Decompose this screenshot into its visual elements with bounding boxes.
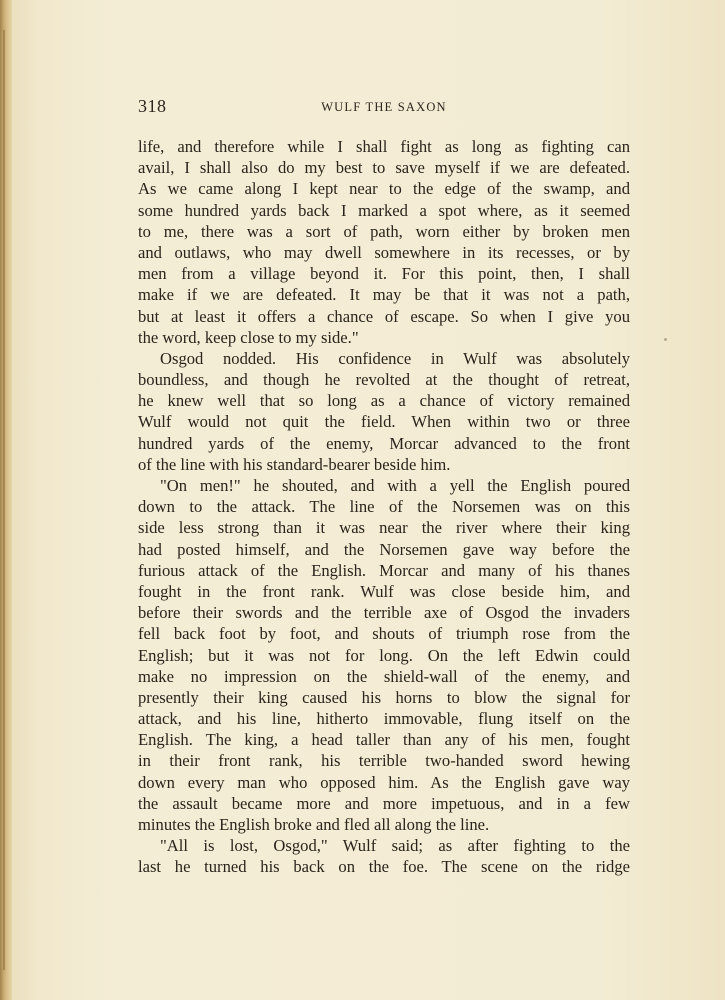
text-line: make if we are defeated. It may be that it was not a path, [138,285,630,305]
book-page [138,96,630,878]
text-line: "All is lost, Osgod," Wulf said; as after fighting to the [160,836,630,856]
text-line: last he turned his back on the foe. The scene on the ridge [138,857,630,877]
text-line: English. The king, a head taller than any of his men, fought [138,730,630,750]
text-line: down every man who opposed him. As the English gave way [138,772,630,792]
page-number: 318 [138,96,167,116]
text-line: side less strong than it was near the river where their king [138,518,630,538]
text-line: had posted himself, and the Norsemen gave way before the [138,539,630,559]
text-line: Osgod nodded. His confidence in Wulf was absolutely [160,348,630,368]
text-line: and outlaws, who may dwell somewhere in its recesses, or by [138,242,630,262]
text-line: in their front rank, his terrible two-handed sword hewing [138,751,630,771]
text-line: fell back foot by foot, and shouts of triumph rose from the [138,624,630,644]
text-line: avail, I shall also do my best to save myself if we are defeated. [138,158,630,178]
running-title: WULF THE SAXON [321,100,447,114]
text-line: some hundred yards back I marked a spot where, as it seemed [138,200,630,220]
text-line: Wulf would not quit the field. When within two or three [138,412,630,432]
text-line: but at least it offers a chance of escape. So when I give you [138,306,630,326]
text-line: he knew well that so long as a chance of victory remained [138,391,630,411]
text-line: fought in the front rank. Wulf was close beside him, and [138,581,630,601]
text-line: English; but it was not for long. On the left Edwin could [138,645,630,665]
book-binding-edge [0,0,12,1000]
text-line: of the line with his standard-bearer beside him. [138,454,451,474]
running-head [138,96,630,118]
text-line: As we came along I kept near to the edge of the swamp, and [138,179,630,199]
paper-speck [664,338,667,341]
text-line: presently their king caused his horns to blow the signal for [138,687,630,707]
body-text [138,136,630,878]
text-line: the assault became more and more impetuous, and in a few [138,793,630,813]
text-line: men from a village beyond it. For this point, then, I shall [138,264,630,284]
text-line: boundless, and though he revolted at the thought of retreat, [138,370,630,390]
text-line: make no impression on the shield-wall of the enemy, and [138,666,630,686]
text-line: life, and therefore while I shall fight as long as fighting can [138,137,630,156]
binding-line [3,30,5,970]
text-line: the word, keep close to my side." [138,327,359,347]
text-line: furious attack of the English. Morcar and many of his thanes [138,560,630,580]
text-line: down to the attack. The line of the Norsemen was on this [138,497,630,517]
text-line: hundred yards of the enemy, Morcar advanced to the front [138,433,630,453]
text-line: to me, there was a sort of path, worn either by broken men [138,221,630,241]
text-line: minutes the English broke and fled all along the line. [138,815,490,834]
text-line: attack, and his line, hitherto immovable, flung itself on the [138,709,630,729]
text-line: before their swords and the terrible axe of Osgod the invaders [138,603,630,623]
text-line: "On men!" he shouted, and with a yell the English poured [160,476,630,495]
